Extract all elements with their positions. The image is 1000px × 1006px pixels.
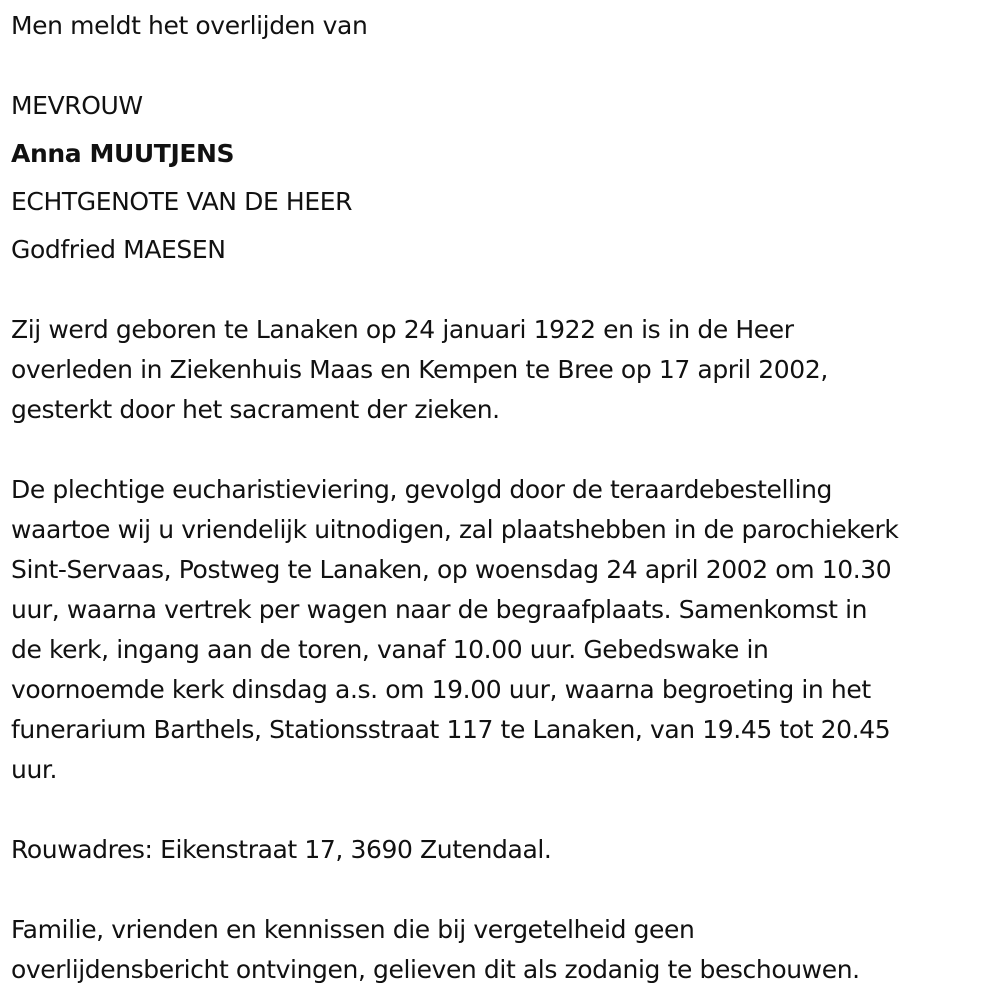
intro-text: Men meldt het overlijden van (11, 11, 368, 40)
birth-death-paragraph (11, 310, 828, 430)
honorific: MEVROUW (11, 91, 143, 120)
paragraph-line: gesterkt door het sacrament der zieken. (11, 395, 500, 424)
closing-paragraph (11, 910, 860, 990)
paragraph-line: funerarium Barthels, Stationsstraat 117 te Lanaken, van 19.45 tot 20.45 (11, 715, 891, 744)
paragraph-line: overleden in Ziekenhuis Maas en Kempen te Bree op 17 april 2002, (11, 355, 828, 384)
paragraph-line: waartoe wij u vriendelijk uitnodigen, zal plaatshebben in de parochiekerk (11, 515, 899, 544)
paragraph-line: uur, waarna vertrek per wagen naar de begraafplaats. Samenkomst in (11, 595, 868, 624)
paragraph-line: overlijdensbericht ontvingen, gelieven dit als zodanig te beschouwen. (11, 955, 860, 984)
spouse-name: Godfried MAESEN (11, 235, 226, 264)
paragraph-line: Sint-Servaas, Postweg te Lanaken, op woensdag 24 april 2002 om 10.30 (11, 555, 892, 584)
ceremony-paragraph (11, 470, 899, 790)
spouse-label: ECHTGENOTE VAN DE HEER (11, 187, 353, 216)
mourning-address: Rouwadres: Eikenstraat 17, 3690 Zutendaal. (11, 835, 552, 864)
paragraph-line: De plechtige eucharistieviering, gevolgd door de teraardebestelling (11, 475, 833, 504)
paragraph-line: Zij werd geboren te Lanaken op 24 januari 1922 en is in de Heer (11, 315, 794, 344)
deceased-name: Anna MUUTJENS (11, 139, 235, 168)
paragraph-line: de kerk, ingang aan de toren, vanaf 10.00 uur. Gebedswake in (11, 635, 769, 664)
paragraph-line: uur. (11, 755, 58, 784)
address-paragraph (11, 830, 551, 870)
paragraph-line: voornoemde kerk dinsdag a.s. om 19.00 uur, waarna begroeting in het (11, 675, 871, 704)
paragraph-line: Familie, vrienden en kennissen die bij vergetelheid geen (11, 915, 695, 944)
